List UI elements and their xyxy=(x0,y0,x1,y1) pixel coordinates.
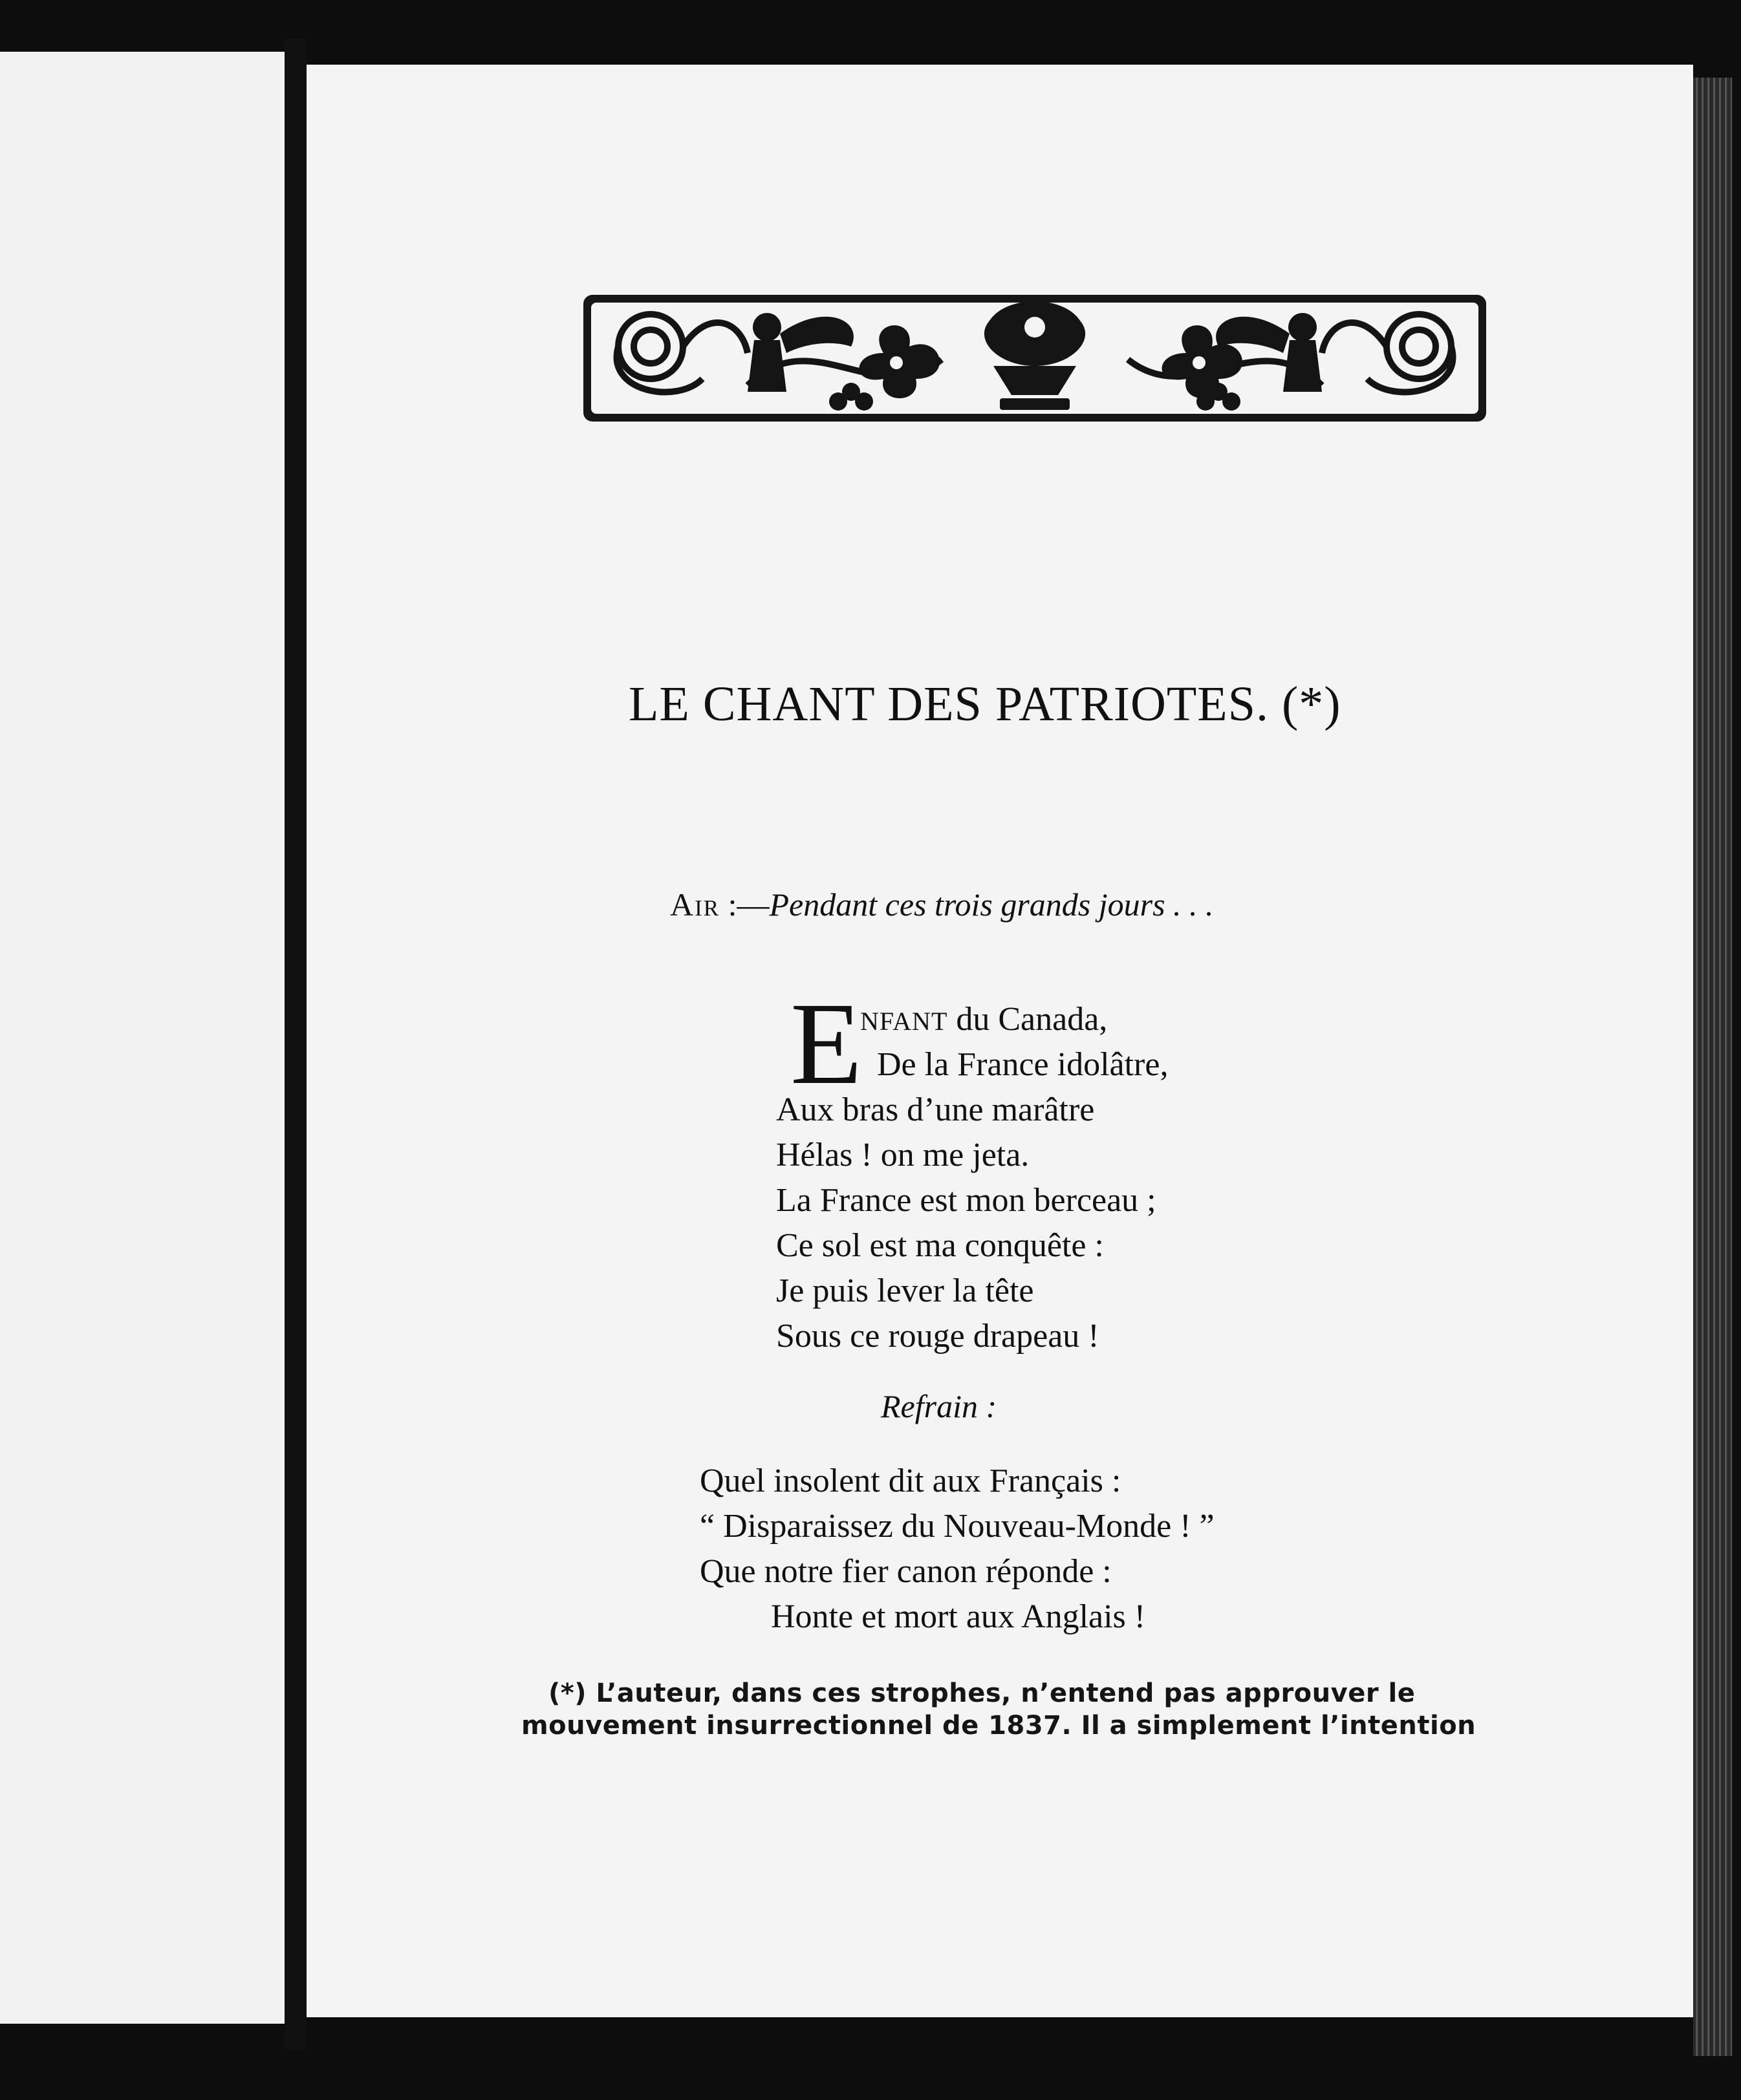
refrain-label: Refrain : xyxy=(881,1388,997,1424)
stanza-line: Je puis lever la tête xyxy=(776,1272,1034,1309)
stanza-line: Sous ce rouge drapeau ! xyxy=(776,1318,1099,1355)
air-label: Air xyxy=(670,886,720,923)
poem-title: LE CHANT DES PATRIOTES. (*) xyxy=(629,677,1341,731)
stanza-line: La France est mon berceau ; xyxy=(776,1182,1156,1219)
refrain-line: Honte et mort aux Anglais ! xyxy=(771,1598,1146,1635)
stanza-line: Aux bras d’une marâtre xyxy=(776,1091,1095,1128)
refrain-line: “ Disparaissez du Nouveau-Monde ! ” xyxy=(700,1508,1215,1545)
page-edges xyxy=(1693,78,1732,2056)
footnote-line: (*) L’auteur, dans ces strophes, n’entend pas approuver le xyxy=(548,1678,1416,1708)
stanza-line: Ce sol est ma conquête : xyxy=(776,1227,1104,1264)
refrain-line: Que notre fier canon réponde : xyxy=(700,1553,1112,1590)
left-blank-page xyxy=(0,52,285,2024)
footnote-line: mouvement insurrectionnel de 1837. Il a simplement l’intention xyxy=(521,1711,1476,1741)
air-separator: :— xyxy=(720,886,770,923)
drop-cap: E xyxy=(790,979,863,1109)
stanza-line-1 xyxy=(860,997,1107,1044)
refrain-line: Quel insolent dit aux Français : xyxy=(700,1462,1121,1499)
air-tune: Pendant ces trois grands jours . . . xyxy=(769,886,1214,923)
stanza-line: Hélas ! on me jeta. xyxy=(776,1137,1030,1173)
stanza-first-word: NFANT xyxy=(860,1007,948,1036)
headpiece-ornament-icon xyxy=(579,282,1490,432)
stanza-first-line-rest: du Canada, xyxy=(947,1001,1108,1038)
stanza-line: De la France idolâtre, xyxy=(877,1046,1169,1083)
book-gutter xyxy=(285,39,307,2050)
air-line xyxy=(670,886,1214,923)
